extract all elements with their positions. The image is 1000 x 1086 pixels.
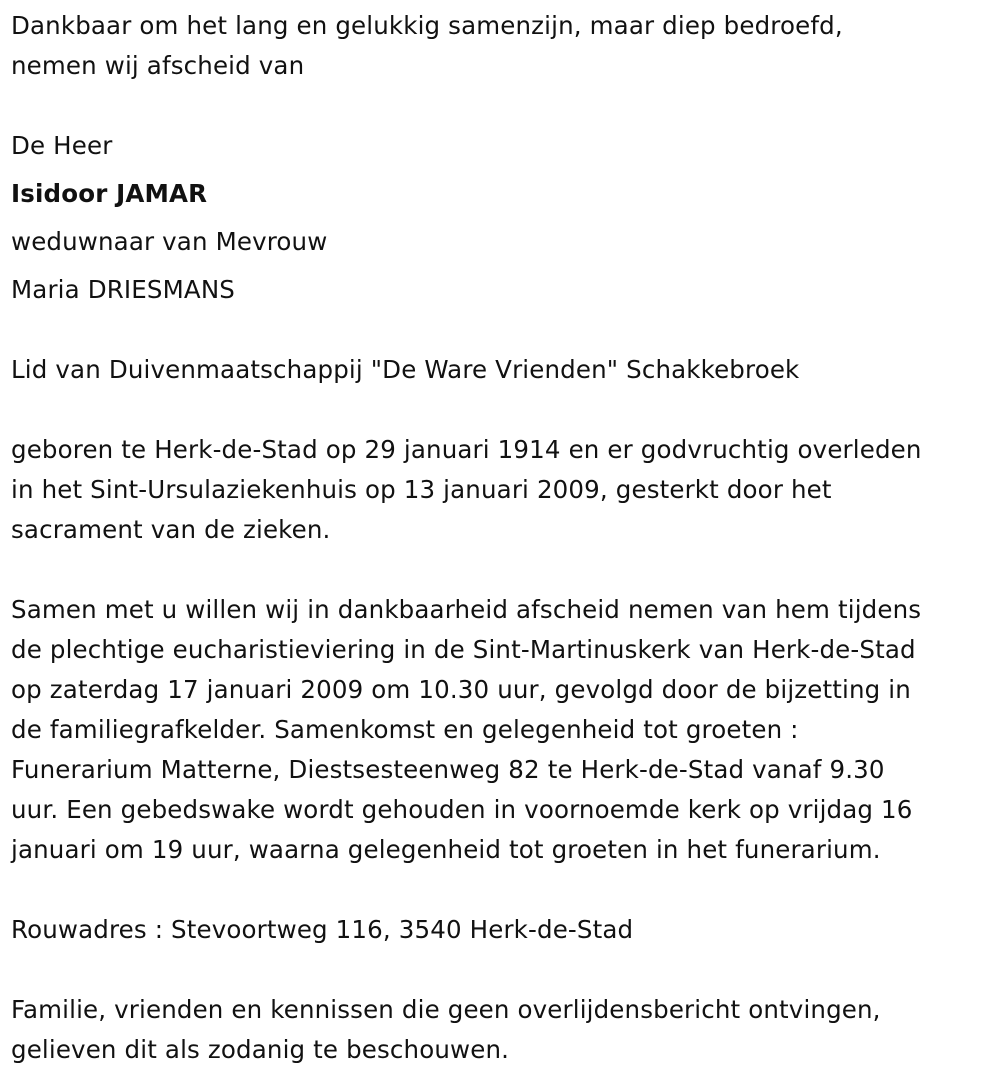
intro-line-2: nemen wij afscheid van [11,51,305,80]
ceremony-line-4: de familiegrafkelder. Samenkomst en gelegenheid tot groeten : [11,715,799,744]
deceased-title: De Heer [11,131,113,160]
spouse-name: Maria DRIESMANS [11,275,236,304]
ceremony-line-1: Samen met u willen wij in dankbaarheid afscheid nemen van hem tijdens [11,595,922,624]
ceremony-line-3: op zaterdag 17 januari 2009 om 10.30 uur, gevolgd door de bijzetting in [11,675,911,704]
deceased-relation: weduwnaar van Mevrouw [11,227,328,256]
ceremony-line-7: januari om 19 uur, waarna gelegenheid tot groeten in het funerarium. [11,835,881,864]
closing-line-1: Familie, vrienden en kennissen die geen overlijdensbericht ontvingen, [11,995,881,1024]
membership-line: Lid van Duivenmaatschappij "De Ware Vrienden" Schakkebroek [11,355,800,384]
ceremony-line-5: Funerarium Matterne, Diestsesteenweg 82 te Herk-de-Stad vanaf 9.30 [11,755,885,784]
birth-death-line-2: in het Sint-Ursulaziekenhuis op 13 januari 2009, gesterkt door het [11,475,832,504]
ceremony-line-2: de plechtige eucharistieviering in de Sint-Martinuskerk van Herk-de-Stad [11,635,916,664]
ceremony-line-6: uur. Een gebedswake wordt gehouden in voornoemde kerk op vrijdag 16 [11,795,913,824]
birth-death-line-3: sacrament van de zieken. [11,515,331,544]
closing-line-2: gelieven dit als zodanig te beschouwen. [11,1035,510,1064]
birth-death-line-1: geboren te Herk-de-Stad op 29 januari 1914 en er godvruchtig overleden [11,435,922,464]
intro-line-1: Dankbaar om het lang en gelukkig samenzijn, maar diep bedroefd, [11,11,843,40]
mourning-address: Rouwadres : Stevoortweg 116, 3540 Herk-de-Stad [11,915,634,944]
deceased-name: Isidoor JAMAR [11,179,208,208]
